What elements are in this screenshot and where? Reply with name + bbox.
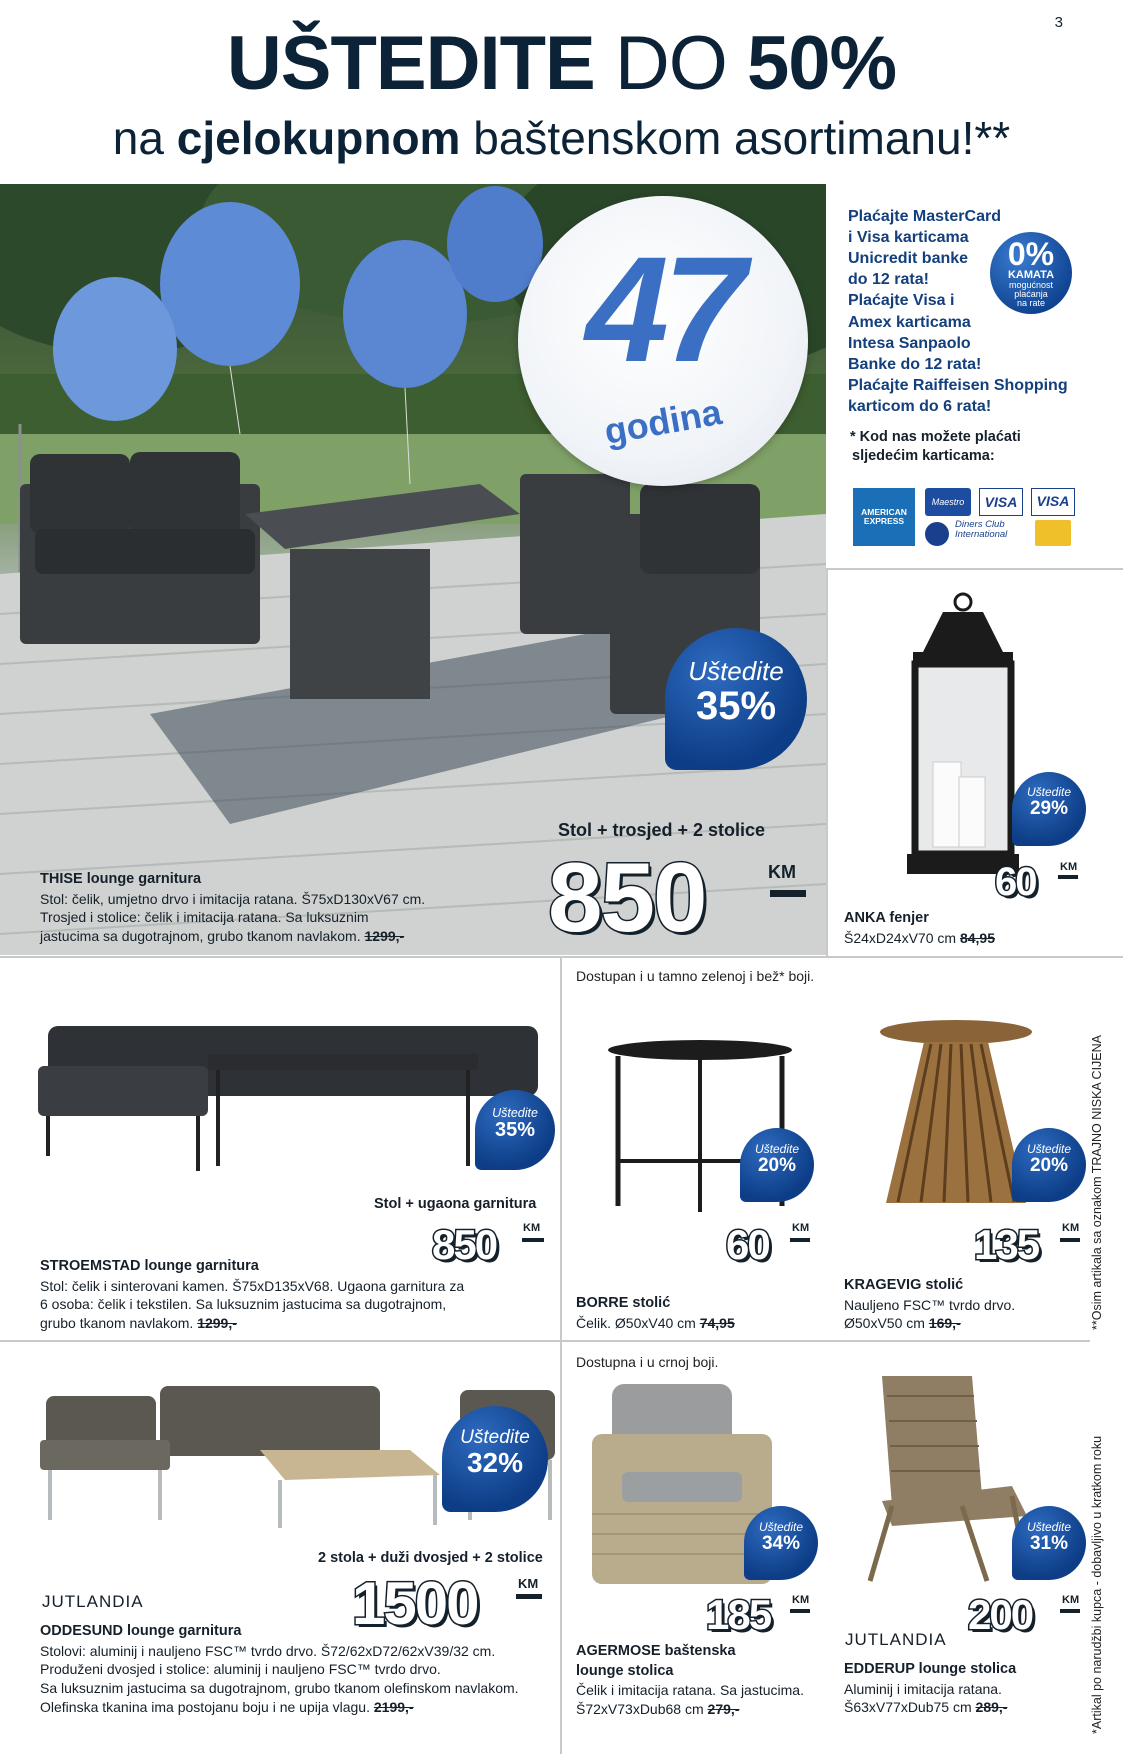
product-info — [576, 1294, 806, 1332]
badge-label: Uštedite — [1026, 1142, 1072, 1156]
anniversary-badge — [518, 196, 808, 486]
product-desc-line: jastucima sa dugotrajnom, grubo tkanom navlakom. — [40, 928, 361, 945]
old-price: 169,- — [928, 1315, 961, 1332]
badge-label: Uštedite — [1026, 1520, 1072, 1534]
product-subtitle: Stol + ugaona garnitura — [374, 1196, 537, 1212]
payment-line: karticom do 6 rata! — [848, 397, 992, 415]
payment-note-line: sljedećim karticama: — [852, 447, 995, 464]
product-info — [40, 870, 520, 946]
old-price: 1299,- — [364, 928, 405, 945]
currency-label: KM — [792, 1594, 810, 1606]
old-price: 289,- — [975, 1699, 1008, 1716]
product-desc-line: Sa luksuznim jastucima sa dugotrajnom, grubo tkanom olefinskom navlakom. — [40, 1680, 519, 1697]
subheadline-word-1: na — [112, 112, 164, 164]
currency-label: KM — [792, 1222, 810, 1234]
amex-logo — [853, 488, 915, 546]
product-desc-line: Ø50xV50 cm — [844, 1315, 925, 1332]
maestro-logo — [925, 488, 971, 516]
headline — [0, 21, 1123, 106]
availability-note: Dostupna i u crnoj boji. — [576, 1354, 719, 1370]
side-note-upper: **Osim artikala sa oznakom TRAJNO NISKA CIJENA — [1090, 1035, 1104, 1330]
discount-badge — [744, 1506, 818, 1580]
product-name: AGERMOSE baštenska — [576, 1643, 736, 1659]
payment-line: Plaćajte Raiffeisen Shopping — [848, 376, 1068, 394]
product-desc-line: Produženi dvosjed i stolice: aluminij i nauljeno FSC™ tvrdo drvo. — [40, 1661, 441, 1678]
product-name: EDDERUP lounge stolica — [844, 1661, 1017, 1677]
card-logos — [853, 488, 1083, 550]
payment-line: Unicredit banke — [848, 250, 969, 268]
product-desc-line: 6 osoba: čelik i tekstilen. Sa luksuznim jastucima sa dugotrajnom, — [40, 1296, 447, 1313]
product-info — [576, 1642, 816, 1719]
zero-interest-word: KAMATA — [1007, 269, 1055, 281]
product-desc-line: Stol: čelik i sinterovani kamen. Š75xD135xV68. Ugaona garnitura za — [40, 1277, 465, 1294]
product-desc-line: Čelik. Ø50xV40 cm — [576, 1314, 696, 1331]
price-dash — [1060, 1238, 1080, 1242]
product-price: 850 — [432, 1221, 497, 1268]
zero-interest-badge — [990, 232, 1072, 314]
currency-label: KM — [1062, 1594, 1080, 1606]
badge-label: Uštedite — [1026, 785, 1072, 799]
visa-logo-text: VISA — [984, 494, 1018, 510]
zero-interest-small: na rate — [1016, 298, 1046, 308]
badge-percent: 35% — [494, 1119, 536, 1142]
badge-percent: 32% — [466, 1446, 524, 1478]
product-price: 185 — [706, 1591, 771, 1638]
anniversary-number: 47 — [585, 225, 741, 393]
product-subtitle: 2 stola + duži dvosjed + 2 stolice — [318, 1550, 543, 1566]
discount-badge — [1012, 1128, 1086, 1202]
old-price: 74,95 — [699, 1314, 735, 1331]
product-price: 60 — [726, 1221, 769, 1268]
visa-logo — [979, 488, 1023, 516]
product-info — [40, 1257, 540, 1333]
brand-logo: JUTLANDIA — [42, 1592, 144, 1611]
edderup-image — [862, 1376, 1032, 1586]
product-name: ODDESUND lounge garnitura — [40, 1623, 242, 1639]
badge-label: Uštedite — [688, 656, 784, 686]
payment-note-line: * Kod nas možete plaćati — [850, 429, 1021, 445]
subheadline — [0, 113, 1123, 164]
product-desc-line: Olefinska tkanina ima postojanu boju i ne upija vlagu. — [40, 1699, 370, 1716]
badge-percent: 35% — [695, 684, 777, 729]
headline-percent: 50% — [746, 21, 897, 106]
product-name: ANKA fenjer — [844, 910, 929, 926]
price-dash — [516, 1594, 542, 1599]
product-info — [844, 909, 1104, 947]
badge-percent: 34% — [761, 1532, 801, 1554]
headline-word-2: DO — [614, 21, 727, 106]
badge-label: Uštedite — [460, 1427, 530, 1448]
currency-label: KM — [1062, 1222, 1080, 1234]
price-dash — [522, 1238, 544, 1242]
amex-logo-text: AMERICAN EXPRESS — [861, 507, 907, 526]
product-info — [40, 1622, 550, 1717]
product-name: STROEMSTAD lounge garnitura — [40, 1258, 259, 1274]
maestro-logo-text: Maestro — [931, 497, 965, 507]
product-desc-line: Stolovi: aluminij i nauljeno FSC™ tvrdo drvo. Š72/62xD72/62xV39/32 cm. — [40, 1642, 496, 1659]
badge-percent: 29% — [1029, 797, 1069, 819]
product-price: 850 — [548, 842, 706, 952]
visa-electron-logo — [1031, 488, 1075, 516]
product-desc-line: grubo tkanom navlakom. — [40, 1315, 194, 1332]
product-price: 135 — [974, 1221, 1039, 1268]
product-desc-line: Aluminij i imitacija ratana. — [844, 1680, 1002, 1697]
headline-word-1: UŠTEDITE — [226, 21, 595, 106]
payment-line: Banke do 12 rata! — [848, 355, 982, 373]
divider — [827, 568, 1123, 570]
product-price: 1500 — [352, 1570, 478, 1637]
old-price: 279,- — [707, 1701, 740, 1718]
discount-badge — [1012, 772, 1086, 846]
discount-badge — [740, 1128, 814, 1202]
old-price: 2199,- — [373, 1699, 414, 1716]
discount-badge — [665, 628, 807, 770]
product-name-line-2: lounge stolica — [576, 1662, 674, 1679]
subheadline-word-3: baštenskom asortimanu!** — [473, 112, 1011, 164]
payment-line: Plaćajte Visa i — [848, 292, 955, 310]
product-desc-line: Š63xV77xDub75 cm — [844, 1699, 972, 1716]
payment-line: Plaćajte MasterCard — [848, 208, 1001, 225]
price-dash — [1060, 1609, 1080, 1613]
price-dash — [790, 1609, 810, 1613]
product-desc-line: Stol: čelik, umjetno drvo i imitacija ratana. Š75xD130xV67 cm. — [40, 890, 426, 907]
badge-label: Uštedite — [758, 1520, 804, 1534]
badge-percent: 31% — [1029, 1532, 1069, 1554]
product-info — [844, 1660, 1074, 1717]
product-name: THISE lounge garnitura — [40, 871, 202, 887]
diners-icon — [925, 522, 949, 546]
currency-label: KM — [1060, 861, 1078, 873]
discount-badge — [475, 1090, 555, 1170]
side-note-lower: *Artikal po narudžbi kupca - dobavljivo u kratkom roku — [1090, 1435, 1104, 1734]
product-desc-line: Š72xV73xDub68 cm — [576, 1701, 704, 1718]
divider — [0, 1340, 1090, 1342]
product-price: 200 — [968, 1591, 1033, 1638]
dina-logo — [1035, 520, 1071, 546]
discount-badge — [442, 1406, 548, 1512]
anniversary-word: godina — [601, 391, 725, 452]
product-desc-line: Trosjed i stolice: čelik i imitacija ratana. Sa luksuznim — [40, 909, 369, 926]
product-name: BORRE stolić — [576, 1295, 671, 1311]
price-dash — [1058, 875, 1078, 879]
payment-line: Amex karticama — [848, 313, 971, 331]
product-subtitle: Stol + trosjed + 2 stolice — [558, 820, 766, 840]
diners-logo-text: Diners Club International — [955, 519, 1008, 540]
payment-line: i Visa karticama — [848, 229, 969, 247]
old-price: 1299,- — [197, 1315, 237, 1332]
price-dash — [770, 890, 806, 897]
payment-note — [850, 428, 1021, 466]
diners-logo — [925, 520, 1029, 548]
divider — [560, 956, 562, 1754]
badge-percent: 20% — [757, 1154, 797, 1176]
zero-interest-small: mogućnost — [1008, 280, 1054, 290]
payment-line: do 12 rata! — [848, 271, 929, 289]
product-desc-line: Š24xD24xV70 cm — [844, 929, 957, 946]
discount-badge — [1012, 1506, 1086, 1580]
visa-electron-logo-text: VISA — [1036, 493, 1070, 509]
price-dash — [790, 1238, 810, 1242]
stroemstad-image — [38, 1006, 548, 1176]
subheadline-word-2: cjelokupnom — [176, 112, 461, 164]
availability-note: Dostupan i u tamno zelenoj i bež* boji. — [576, 968, 815, 984]
zero-interest-small: plaćanja — [1014, 289, 1048, 299]
product-info — [844, 1276, 1074, 1333]
product-name: KRAGEVIG stolić — [844, 1277, 964, 1293]
currency-label: KM — [523, 1222, 541, 1234]
payment-line: Intesa Sanpaolo — [848, 334, 971, 352]
badge-label: Uštedite — [492, 1106, 538, 1120]
badge-label: Uštedite — [754, 1142, 800, 1156]
divider — [826, 568, 828, 956]
currency-label: KM — [518, 1576, 539, 1591]
currency-label: KM — [768, 862, 796, 882]
zero-interest-value: 0% — [1007, 236, 1055, 272]
product-price: 60 — [995, 860, 1036, 904]
product-desc-line: Čelik i imitacija ratana. Sa jastucima. — [576, 1682, 804, 1699]
old-price: 84,95 — [959, 929, 995, 946]
page-number: 3 — [1054, 14, 1063, 31]
brand-logo: JUTLANDIA — [845, 1630, 947, 1649]
product-desc-line: Nauljeno FSC™ tvrdo drvo. — [844, 1296, 1016, 1313]
badge-percent: 20% — [1029, 1154, 1069, 1176]
